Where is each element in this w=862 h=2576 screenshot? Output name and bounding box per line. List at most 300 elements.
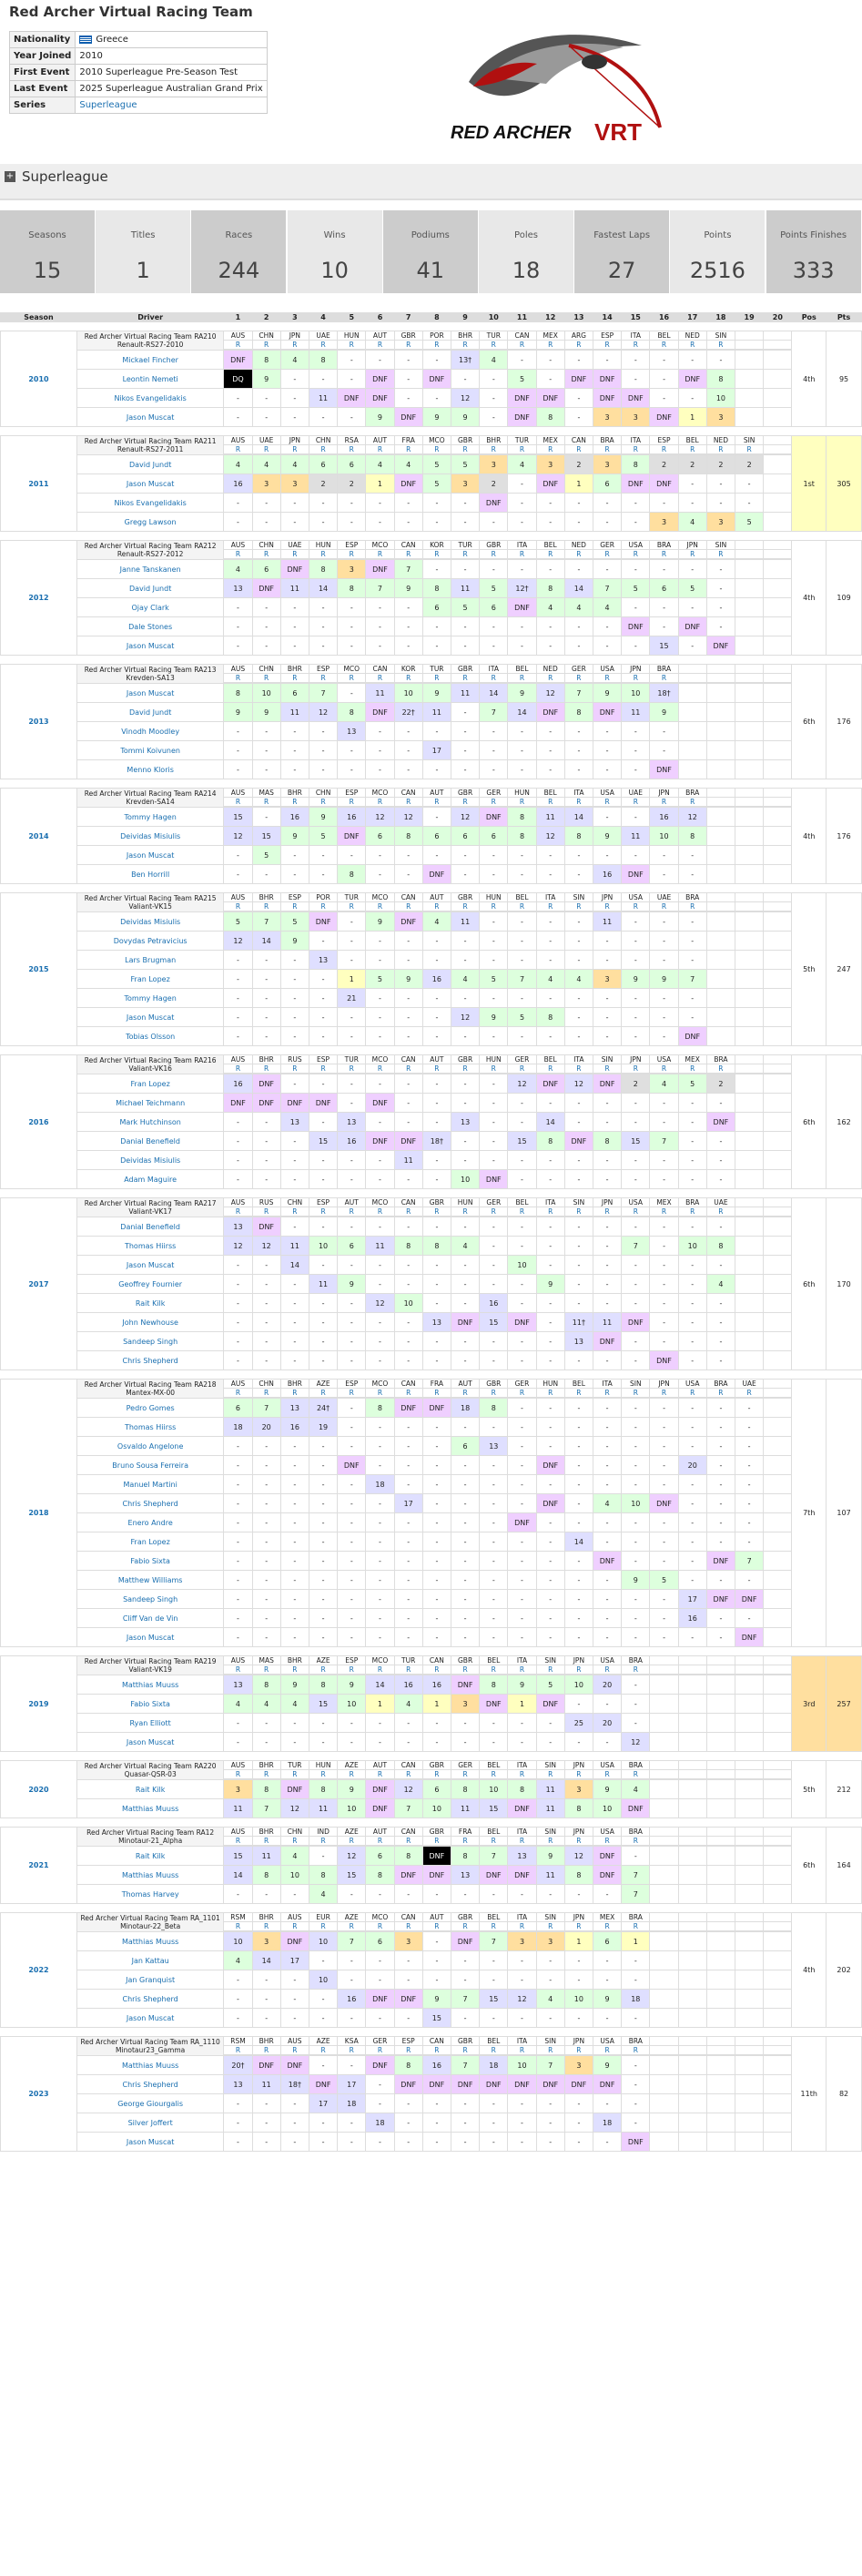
race-code-cell[interactable]: BHR — [252, 893, 280, 902]
driver-name-link[interactable]: David Jundt — [76, 455, 223, 474]
race-code-cell[interactable]: TUR — [508, 436, 536, 445]
race-code-cell[interactable]: BEL — [480, 1656, 508, 1665]
race-code-cell[interactable]: GER — [593, 541, 622, 550]
race-code-cell[interactable]: USA — [622, 1198, 650, 1207]
driver-name-link[interactable]: Jason Muscat — [76, 474, 223, 494]
driver-name-link[interactable]: Nikos Evangelidakis — [76, 389, 223, 408]
race-code-cell[interactable]: AUS — [280, 2037, 309, 2046]
race-code-cell[interactable]: USA — [650, 1055, 678, 1064]
race-code-cell[interactable]: CHN — [252, 1380, 280, 1389]
race-code-cell[interactable]: GBR — [480, 1380, 508, 1389]
race-code-cell[interactable]: MCO — [366, 893, 394, 902]
race-code-cell[interactable]: JPN — [564, 1761, 593, 1770]
race-code-cell[interactable]: AUT — [422, 789, 451, 798]
race-code-cell[interactable]: MEX — [678, 1055, 706, 1064]
driver-name-link[interactable]: Jason Muscat — [76, 636, 223, 656]
race-code-cell[interactable]: JPN — [564, 1828, 593, 1837]
race-code-cell[interactable]: JPN — [564, 2037, 593, 2046]
race-code-cell[interactable]: SIN — [536, 1913, 564, 1922]
race-code-cell[interactable]: ESP — [280, 893, 309, 902]
race-code-cell[interactable]: AUS — [224, 436, 252, 445]
race-code-cell[interactable]: BRA — [706, 1380, 735, 1389]
season-year-link[interactable]: 2022 — [1, 1913, 77, 2028]
driver-name-link[interactable]: Matthias Muuss — [76, 2056, 223, 2075]
driver-name-link[interactable]: Menno Kloris — [76, 760, 223, 779]
driver-name-link[interactable]: Silver Joffert — [76, 2113, 223, 2133]
race-code-cell[interactable]: CHN — [280, 1828, 309, 1837]
race-code-cell[interactable]: SIN — [536, 2037, 564, 2046]
race-code-cell[interactable]: MAS — [252, 1656, 280, 1665]
race-code-cell[interactable]: MEX — [536, 436, 564, 445]
driver-name-link[interactable]: Nikos Evangelidakis — [76, 494, 223, 513]
race-code-cell[interactable]: JPN — [280, 436, 309, 445]
driver-name-link[interactable]: Danial Benefield — [76, 1132, 223, 1151]
race-code-cell[interactable]: BHR — [480, 436, 508, 445]
race-code-cell[interactable]: BRA — [622, 2037, 650, 2046]
race-code-cell[interactable]: SIN — [536, 1761, 564, 1770]
season-year-link[interactable]: 2021 — [1, 1828, 77, 1904]
race-code-cell[interactable]: GBR — [451, 436, 479, 445]
race-code-cell[interactable]: SIN — [536, 1656, 564, 1665]
race-code-cell[interactable]: GBR — [394, 331, 422, 341]
race-code-cell[interactable]: BEL — [480, 1828, 508, 1837]
race-code-cell[interactable]: MCO — [366, 1656, 394, 1665]
driver-name-link[interactable]: Danial Benefield — [76, 1217, 223, 1237]
race-code-cell[interactable]: RUS — [252, 1198, 280, 1207]
race-code-cell[interactable]: TUR — [451, 541, 479, 550]
race-code-cell[interactable]: CAN — [394, 1913, 422, 1922]
race-code-cell[interactable]: SIN — [706, 331, 735, 341]
race-code-cell[interactable]: GBR — [451, 789, 479, 798]
race-code-cell[interactable]: UAE — [735, 1380, 764, 1389]
driver-name-link[interactable]: Matthew Williams — [76, 1571, 223, 1590]
expand-collapse-icon[interactable]: + — [5, 171, 15, 181]
race-code-cell[interactable]: MEX — [593, 1913, 622, 1922]
race-code-cell[interactable]: ITA — [564, 789, 593, 798]
race-code-cell[interactable]: AUT — [366, 1828, 394, 1837]
driver-name-link[interactable]: Fabio Sixta — [76, 1695, 223, 1714]
driver-name-link[interactable]: Lars Brugman — [76, 951, 223, 970]
race-code-cell[interactable]: CAN — [394, 1761, 422, 1770]
race-code-cell[interactable]: BEL — [480, 1913, 508, 1922]
driver-name-link[interactable]: Deividas Misiulis — [76, 912, 223, 932]
driver-name-link[interactable]: Jason Muscat — [76, 408, 223, 427]
driver-name-link[interactable]: David Jundt — [76, 703, 223, 722]
race-code-cell[interactable]: BEL — [508, 1198, 536, 1207]
race-code-cell[interactable]: MCO — [366, 1055, 394, 1064]
driver-name-link[interactable]: Rait Kilk — [76, 1847, 223, 1866]
race-code-cell[interactable]: BHR — [252, 1761, 280, 1770]
race-code-cell[interactable]: KOR — [394, 665, 422, 674]
driver-name-link[interactable]: Chris Shepherd — [76, 1494, 223, 1513]
race-code-cell[interactable]: TUR — [338, 1055, 366, 1064]
driver-name-link[interactable]: Dale Stones — [76, 617, 223, 636]
race-code-cell[interactable]: GER — [480, 789, 508, 798]
driver-name-link[interactable]: Jason Muscat — [76, 1628, 223, 1647]
driver-name-link[interactable]: Matthias Muuss — [76, 1932, 223, 1951]
race-code-cell[interactable]: UAE — [706, 1198, 735, 1207]
race-code-cell[interactable]: BRA — [622, 1913, 650, 1922]
race-code-cell[interactable]: AZE — [338, 1828, 366, 1837]
race-code-cell[interactable]: MCO — [366, 789, 394, 798]
race-code-cell[interactable]: JPN — [650, 789, 678, 798]
race-code-cell[interactable]: BRA — [622, 1761, 650, 1770]
season-year-link[interactable]: 2016 — [1, 1055, 77, 1189]
driver-name-link[interactable]: Thomas Hiirss — [76, 1237, 223, 1256]
race-code-cell[interactable]: BHR — [280, 1380, 309, 1389]
race-code-cell[interactable]: USA — [622, 541, 650, 550]
race-code-cell[interactable]: NED — [536, 665, 564, 674]
race-code-cell[interactable]: CAN — [564, 436, 593, 445]
race-code-cell[interactable]: NED — [706, 436, 735, 445]
driver-name-link[interactable]: Jason Muscat — [76, 1733, 223, 1752]
race-code-cell[interactable]: MCO — [366, 541, 394, 550]
race-code-cell[interactable]: AZE — [338, 1913, 366, 1922]
race-code-cell[interactable]: ESP — [338, 541, 366, 550]
race-code-cell[interactable]: FRA — [422, 1380, 451, 1389]
driver-name-link[interactable]: John Newhouse — [76, 1313, 223, 1332]
race-code-cell[interactable]: GER — [508, 1380, 536, 1389]
race-code-cell[interactable]: USA — [593, 1828, 622, 1837]
race-code-cell[interactable]: AUS — [224, 1656, 252, 1665]
race-code-cell[interactable]: BEL — [564, 1380, 593, 1389]
season-year-link[interactable]: 2012 — [1, 541, 77, 656]
race-code-cell[interactable]: UAE — [280, 541, 309, 550]
season-year-link[interactable]: 2015 — [1, 893, 77, 1046]
race-code-cell[interactable]: AUS — [224, 1828, 252, 1837]
race-code-cell[interactable]: RUS — [280, 1055, 309, 1064]
driver-name-link[interactable]: Tobias Olsson — [76, 1027, 223, 1046]
driver-name-link[interactable]: Tommy Hagen — [76, 808, 223, 827]
race-code-cell[interactable]: ITA — [508, 541, 536, 550]
race-code-cell[interactable]: ESP — [338, 789, 366, 798]
season-year-link[interactable]: 2023 — [1, 2037, 77, 2152]
race-code-cell[interactable]: USA — [678, 1380, 706, 1389]
race-code-cell[interactable]: CAN — [422, 2037, 451, 2046]
race-code-cell[interactable]: CHN — [252, 541, 280, 550]
race-code-cell[interactable]: SIN — [706, 541, 735, 550]
race-code-cell[interactable]: GBR — [451, 1656, 479, 1665]
race-code-cell[interactable]: ITA — [593, 1380, 622, 1389]
driver-name-link[interactable]: Sandeep Singh — [76, 1590, 223, 1609]
race-code-cell[interactable]: NED — [678, 331, 706, 341]
race-code-cell[interactable]: CHN — [309, 436, 337, 445]
race-code-cell[interactable]: USA — [593, 1656, 622, 1665]
race-code-cell[interactable]: TUR — [280, 1761, 309, 1770]
race-code-cell[interactable]: RSA — [338, 436, 366, 445]
race-code-cell[interactable]: JPN — [622, 665, 650, 674]
race-code-cell[interactable]: AZE — [309, 1380, 337, 1389]
driver-name-link[interactable]: Rait Kilk — [76, 1294, 223, 1313]
race-code-cell[interactable]: UAE — [309, 331, 337, 341]
driver-name-link[interactable]: Matthias Muuss — [76, 1866, 223, 1885]
race-code-cell[interactable]: FRA — [451, 1828, 479, 1837]
driver-name-link[interactable]: Thomas Harvey — [76, 1885, 223, 1904]
race-code-cell[interactable]: AUS — [280, 1913, 309, 1922]
race-code-cell[interactable]: GER — [508, 1055, 536, 1064]
driver-name-link[interactable]: Gregg Lawson — [76, 513, 223, 532]
driver-name-link[interactable]: Fran Lopez — [76, 970, 223, 989]
race-code-cell[interactable]: ESP — [338, 1380, 366, 1389]
race-code-cell[interactable]: BEL — [678, 436, 706, 445]
race-code-cell[interactable]: MCO — [422, 436, 451, 445]
race-code-cell[interactable]: ESP — [309, 665, 337, 674]
race-code-cell[interactable]: MCO — [338, 665, 366, 674]
race-code-cell[interactable]: GBR — [451, 665, 479, 674]
race-code-cell[interactable]: SIN — [536, 1828, 564, 1837]
race-code-cell[interactable]: ITA — [508, 1828, 536, 1837]
race-code-cell[interactable]: ITA — [480, 665, 508, 674]
section-header[interactable] — [0, 164, 862, 200]
race-code-cell[interactable]: HUN — [309, 541, 337, 550]
season-year-link[interactable]: 2010 — [1, 331, 77, 427]
driver-name-link[interactable]: Leontin Nemeti — [76, 370, 223, 389]
driver-name-link[interactable]: Fran Lopez — [76, 1074, 223, 1094]
race-code-cell[interactable]: JPN — [678, 541, 706, 550]
driver-name-link[interactable]: Osvaldo Angelone — [76, 1437, 223, 1456]
race-code-cell[interactable]: GBR — [451, 1913, 479, 1922]
race-code-cell[interactable]: JPN — [622, 1055, 650, 1064]
race-code-cell[interactable]: RSM — [224, 2037, 252, 2046]
series-link[interactable]: Superleague — [79, 100, 137, 110]
race-code-cell[interactable]: TUR — [394, 1656, 422, 1665]
driver-name-link[interactable]: Tommy Hagen — [76, 989, 223, 1008]
race-code-cell[interactable]: CAN — [394, 789, 422, 798]
race-code-cell[interactable]: GER — [366, 2037, 394, 2046]
race-code-cell[interactable]: GER — [480, 1198, 508, 1207]
season-year-link[interactable]: 2011 — [1, 436, 77, 532]
race-code-cell[interactable]: BEL — [650, 331, 678, 341]
driver-name-link[interactable]: Janne Tanskanen — [76, 560, 223, 579]
race-code-cell[interactable]: BEL — [536, 789, 564, 798]
race-code-cell[interactable]: MCO — [366, 1913, 394, 1922]
race-code-cell[interactable]: CAN — [508, 331, 536, 341]
race-code-cell[interactable]: HUN — [536, 1380, 564, 1389]
race-code-cell[interactable]: BRA — [622, 1656, 650, 1665]
race-code-cell[interactable]: GBR — [451, 2037, 479, 2046]
driver-name-link[interactable]: Jan Granquist — [76, 1970, 223, 1990]
race-code-cell[interactable]: SIN — [564, 1198, 593, 1207]
race-code-cell[interactable]: ITA — [622, 331, 650, 341]
race-code-cell[interactable]: BRA — [593, 436, 622, 445]
driver-name-link[interactable]: Dovydas Petravicius — [76, 932, 223, 951]
race-code-cell[interactable]: USA — [622, 893, 650, 902]
race-code-cell[interactable]: JPN — [564, 1913, 593, 1922]
race-code-cell[interactable]: AUS — [224, 541, 252, 550]
race-code-cell[interactable]: MEX — [536, 331, 564, 341]
race-code-cell[interactable]: BRA — [706, 1055, 735, 1064]
driver-name-link[interactable]: Adam Maguire — [76, 1170, 223, 1189]
season-year-link[interactable]: 2018 — [1, 1380, 77, 1647]
race-code-cell[interactable]: BRA — [678, 893, 706, 902]
driver-name-link[interactable]: Tommi Koivunen — [76, 741, 223, 760]
race-code-cell[interactable]: SIN — [735, 436, 764, 445]
race-code-cell[interactable]: CAN — [394, 1380, 422, 1389]
race-code-cell[interactable]: GER — [451, 1761, 479, 1770]
race-code-cell[interactable]: CAN — [394, 1198, 422, 1207]
race-code-cell[interactable]: ITA — [622, 436, 650, 445]
race-code-cell[interactable]: BHR — [280, 789, 309, 798]
race-code-cell[interactable]: CHN — [280, 1198, 309, 1207]
driver-name-link[interactable]: Matthias Muuss — [76, 1799, 223, 1818]
race-code-cell[interactable]: CHN — [252, 331, 280, 341]
race-code-cell[interactable]: KOR — [422, 541, 451, 550]
race-code-cell[interactable]: SIN — [564, 893, 593, 902]
race-code-cell[interactable]: ESP — [338, 1656, 366, 1665]
race-code-cell[interactable]: MCO — [366, 1380, 394, 1389]
race-code-cell[interactable]: BEL — [508, 893, 536, 902]
race-code-cell[interactable]: FRA — [394, 436, 422, 445]
series-value[interactable] — [76, 97, 267, 114]
race-code-cell[interactable]: BHR — [252, 1913, 280, 1922]
driver-name-link[interactable]: Deividas Misiulis — [76, 1151, 223, 1170]
driver-name-link[interactable]: Matthias Muuss — [76, 1675, 223, 1695]
race-code-cell[interactable]: ITA — [508, 1913, 536, 1922]
race-code-cell[interactable]: CAN — [394, 541, 422, 550]
race-code-cell[interactable]: SIN — [622, 1380, 650, 1389]
race-code-cell[interactable]: AUS — [224, 1198, 252, 1207]
race-code-cell[interactable]: MCO — [366, 1198, 394, 1207]
race-code-cell[interactable]: BRA — [650, 541, 678, 550]
race-code-cell[interactable]: BEL — [480, 2037, 508, 2046]
race-code-cell[interactable]: ESP — [650, 436, 678, 445]
driver-name-link[interactable]: Jan Kattau — [76, 1951, 223, 1970]
driver-name-link[interactable]: Jason Muscat — [76, 684, 223, 703]
driver-name-link[interactable]: Jason Muscat — [76, 1008, 223, 1027]
race-code-cell[interactable]: BHR — [280, 1656, 309, 1665]
race-code-cell[interactable]: BRA — [678, 789, 706, 798]
driver-name-link[interactable]: Enero Andre — [76, 1513, 223, 1532]
race-code-cell[interactable]: GBR — [422, 1828, 451, 1837]
race-code-cell[interactable]: ESP — [394, 2037, 422, 2046]
race-code-cell[interactable]: UAE — [650, 893, 678, 902]
race-code-cell[interactable]: AUS — [224, 1380, 252, 1389]
driver-name-link[interactable]: Geoffrey Fournier — [76, 1275, 223, 1294]
race-code-cell[interactable]: GBR — [451, 893, 479, 902]
race-code-cell[interactable]: AUT — [422, 1913, 451, 1922]
driver-name-link[interactable]: George Giourgalis — [76, 2094, 223, 2113]
driver-name-link[interactable]: Cliff Van de Vin — [76, 1609, 223, 1628]
driver-name-link[interactable]: Ojay Clark — [76, 598, 223, 617]
race-code-cell[interactable]: BHR — [280, 665, 309, 674]
race-code-cell[interactable]: AZE — [309, 2037, 337, 2046]
race-code-cell[interactable]: JPN — [593, 1198, 622, 1207]
driver-name-link[interactable]: Jason Muscat — [76, 1256, 223, 1275]
driver-name-link[interactable]: Ryan Elliott — [76, 1714, 223, 1733]
season-year-link[interactable]: 2020 — [1, 1761, 77, 1818]
race-code-cell[interactable]: AUS — [224, 331, 252, 341]
race-code-cell[interactable]: RSM — [224, 1913, 252, 1922]
race-code-cell[interactable]: TUR — [338, 893, 366, 902]
driver-name-link[interactable]: Deividas Misiulis — [76, 827, 223, 846]
race-code-cell[interactable]: CAN — [394, 1828, 422, 1837]
driver-name-link[interactable]: Rait Kilk — [76, 1780, 223, 1799]
race-code-cell[interactable]: AUT — [422, 1055, 451, 1064]
race-code-cell[interactable]: ESP — [593, 331, 622, 341]
driver-name-link[interactable]: Jason Muscat — [76, 2133, 223, 2152]
race-code-cell[interactable]: AUT — [366, 436, 394, 445]
driver-name-link[interactable]: Thomas Hiirss — [76, 1418, 223, 1437]
race-code-cell[interactable]: GBR — [422, 1198, 451, 1207]
driver-name-link[interactable]: Chris Shepherd — [76, 2075, 223, 2094]
race-code-cell[interactable]: JPN — [593, 893, 622, 902]
race-code-cell[interactable]: GBR — [480, 541, 508, 550]
race-code-cell[interactable]: CAN — [394, 893, 422, 902]
race-code-cell[interactable]: ESP — [309, 1198, 337, 1207]
race-code-cell[interactable]: TUR — [422, 665, 451, 674]
race-code-cell[interactable]: AUT — [451, 1380, 479, 1389]
race-code-cell[interactable]: BRA — [622, 1828, 650, 1837]
race-code-cell[interactable]: AUS — [224, 893, 252, 902]
race-code-cell[interactable]: SIN — [593, 1055, 622, 1064]
race-code-cell[interactable]: BHR — [252, 1828, 280, 1837]
season-year-link[interactable]: 2019 — [1, 1656, 77, 1752]
race-code-cell[interactable]: IND — [309, 1828, 337, 1837]
race-code-cell[interactable]: JPN — [280, 331, 309, 341]
race-code-cell[interactable]: AUT — [366, 331, 394, 341]
driver-name-link[interactable]: Ben Horrill — [76, 865, 223, 884]
race-code-cell[interactable]: HUN — [480, 1055, 508, 1064]
race-code-cell[interactable]: BRA — [678, 1198, 706, 1207]
driver-name-link[interactable]: Vinodh Moodley — [76, 722, 223, 741]
race-code-cell[interactable]: CAN — [394, 1055, 422, 1064]
race-code-cell[interactable]: KSA — [338, 2037, 366, 2046]
driver-name-link[interactable]: Bruno Sousa Ferreira — [76, 1456, 223, 1475]
race-code-cell[interactable]: GBR — [422, 1761, 451, 1770]
race-code-cell[interactable]: HUN — [480, 893, 508, 902]
race-code-cell[interactable]: ITA — [536, 893, 564, 902]
race-code-cell[interactable]: ITA — [508, 2037, 536, 2046]
race-code-cell[interactable]: ITA — [564, 1055, 593, 1064]
race-code-cell[interactable]: POR — [422, 331, 451, 341]
season-year-link[interactable]: 2014 — [1, 789, 77, 884]
race-code-cell[interactable]: AZE — [338, 1761, 366, 1770]
driver-name-link[interactable]: Mickael Fincher — [76, 351, 223, 370]
race-code-cell[interactable]: EUR — [309, 1913, 337, 1922]
race-code-cell[interactable]: BHR — [252, 1055, 280, 1064]
driver-name-link[interactable]: Pedro Gomes — [76, 1399, 223, 1418]
driver-name-link[interactable]: Sandeep Singh — [76, 1332, 223, 1351]
race-code-cell[interactable]: HUN — [451, 1198, 479, 1207]
race-code-cell[interactable]: CHN — [309, 789, 337, 798]
race-code-cell[interactable]: AZE — [309, 1656, 337, 1665]
race-code-cell[interactable]: USA — [593, 2037, 622, 2046]
race-code-cell[interactable]: BEL — [536, 541, 564, 550]
race-code-cell[interactable]: ITA — [536, 1198, 564, 1207]
race-code-cell[interactable]: USA — [593, 665, 622, 674]
race-code-cell[interactable]: HUN — [508, 789, 536, 798]
driver-name-link[interactable]: Jason Muscat — [76, 2009, 223, 2028]
race-code-cell[interactable]: TUR — [480, 331, 508, 341]
race-code-cell[interactable]: UAE — [252, 436, 280, 445]
race-code-cell[interactable]: POR — [309, 893, 337, 902]
race-code-cell[interactable]: GER — [564, 665, 593, 674]
race-code-cell[interactable]: CHN — [252, 665, 280, 674]
race-code-cell[interactable]: AUS — [224, 1761, 252, 1770]
driver-name-link[interactable]: Fran Lopez — [76, 1532, 223, 1552]
race-code-cell[interactable]: NED — [564, 541, 593, 550]
driver-name-link[interactable]: Jason Muscat — [76, 846, 223, 865]
race-code-cell[interactable]: AUS — [224, 789, 252, 798]
race-code-cell[interactable]: BHR — [252, 2037, 280, 2046]
race-code-cell[interactable]: HUN — [309, 1761, 337, 1770]
driver-name-link[interactable]: Mark Hutchinson — [76, 1113, 223, 1132]
race-code-cell[interactable]: BHR — [451, 331, 479, 341]
race-code-cell[interactable]: AUT — [366, 1761, 394, 1770]
driver-name-link[interactable]: Manuel Martini — [76, 1475, 223, 1494]
race-code-cell[interactable]: USA — [593, 789, 622, 798]
driver-name-link[interactable]: David Jundt — [76, 579, 223, 598]
